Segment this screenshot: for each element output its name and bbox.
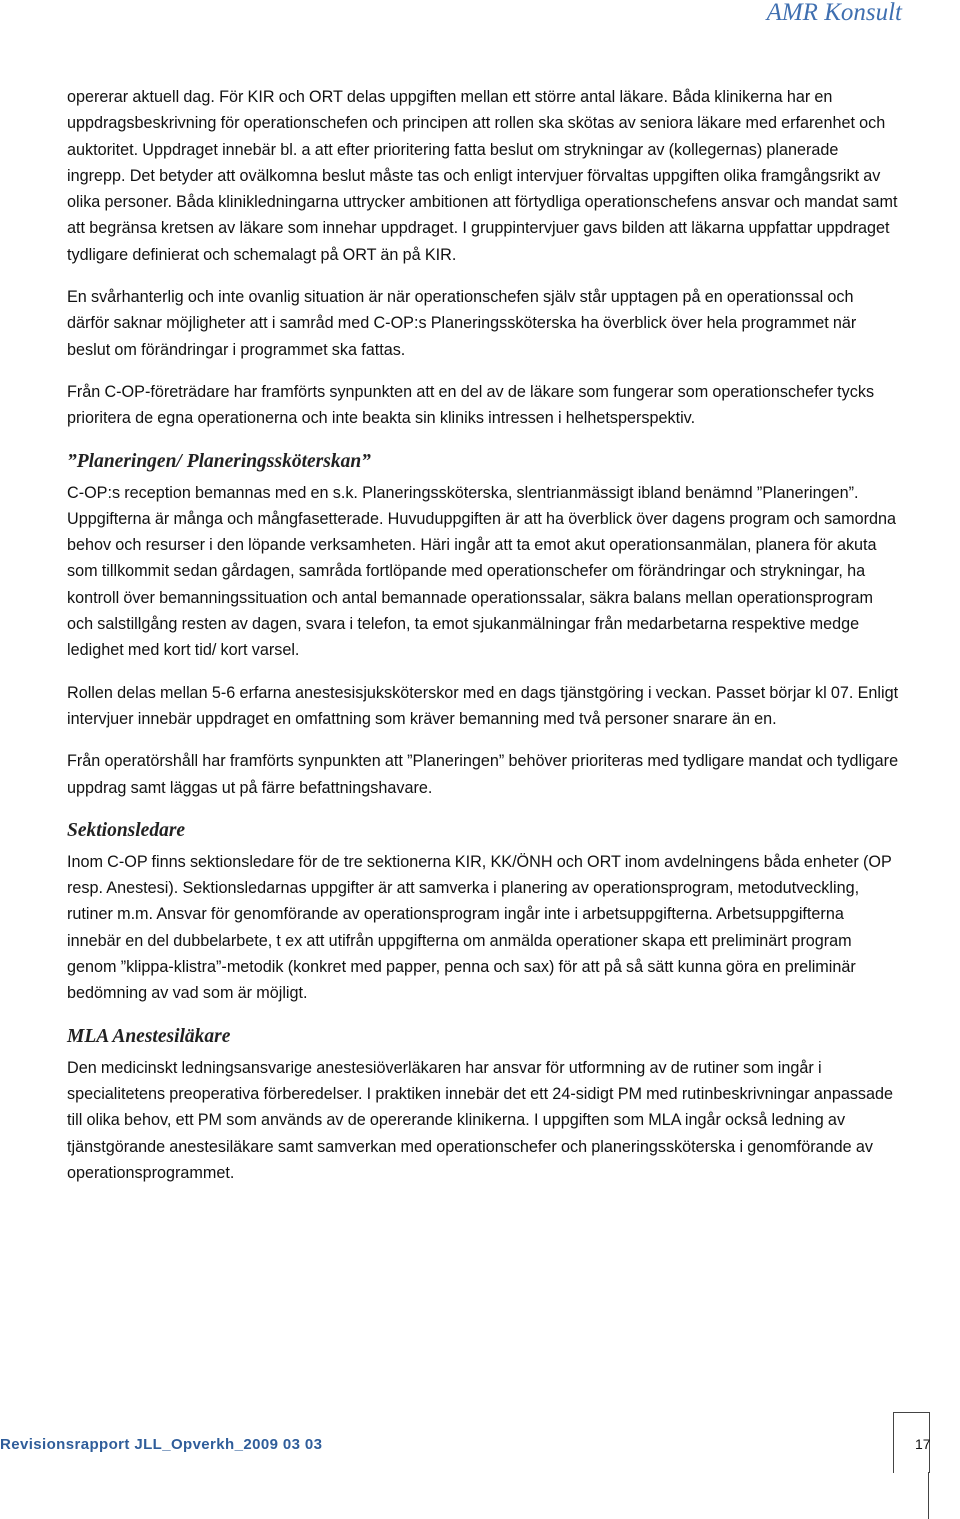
footer-report-title: Revisionsrapport JLL_Opverkh_2009 03 03	[0, 1436, 323, 1453]
paragraph-planeringsskoterska: C-OP:s reception bemannas med en s.k. Planeringssköterska, slentrianmässigt ibland benämnd ”Planeringen”. Uppgifterna är många och mångfasetterade. Huvuduppgiften är att ha överblick över dagens program och samordna behov och resurser i den löpande verksamheten. Häri ingår att ta emot akut operationsanmälan, planera för akuta som tillkommit sedan gårdagen, samråda fortlöpande med operationschefer om förändringar och strykningar, ha kontroll över bemanningssituation och antal bemannade operationssalar, säkra balans mellan operationsprogram och salstillgång resten av dagen, svara i telefon, ta emot sjukanmälningar från medarbetarna respektive medge ledighet med kort tid/ kort varsel.	[67, 483, 897, 660]
footer-rule	[928, 1472, 929, 1519]
paragraph-mla: Den medicinskt ledningsansvarige anestesiöverläkaren har ansvar för utformning av de rutiner som ingår i specialitetens preoperativa förberedelser. I praktiken innebär det ett 24-sidigt PM med rutinbeskrivningar anpassade till olika behov, ett PM som används av de opererande klinikerna. I uppgiften som MLA ingår också ledning av tjänstgörande anestesiläkare samt samverkan med operationschefer och planeringssköterska i genomförande av operationsprogrammet.	[67, 1058, 894, 1182]
page-number: 17	[915, 1436, 931, 1452]
paragraph-svarhanterlig: En svårhanterlig och inte ovanlig situation är när operationschefen själv står upptagen på en operationssal och därför saknar möjligheter att i samråd med C-OP:s Planeringssköterska ha överblick över hela programmet när beslut om förändringar i programmet ska fattas.	[67, 288, 857, 359]
paragraph-rollen: Rollen delas mellan 5-6 erfarna anestesisjuksköterskor med en dags tjänstgöring i veckan. Passet börjar kl 07. Enligt intervjuer innebär uppdraget en omfattning som kräver bemanning med två personer snarare än en.	[67, 683, 899, 728]
brand-header: AMR Konsult	[766, 0, 902, 26]
paragraph-cop-foretradare: Från C-OP-företrädare har framförts synpunkten att en del av de läkare som fungerar som operationschefer tycks prioritera de egna operationerna och inte beakta sin kliniks intressen i helhetsperspektiv.	[67, 382, 875, 428]
heading-planeringen: ”Planeringen/ Planeringssköterskan”	[67, 450, 371, 472]
heading-sektionsledare: Sektionsledare	[67, 819, 186, 841]
document-body	[67, 84, 899, 1202]
paragraph-operationschef: opererar aktuell dag. För KIR och ORT delas uppgiften mellan ett större antal läkare. Båda klinikerna har en uppdragsbeskrivning för operationschefen och principen att rollen ska skötas av seniora läkare med erfarenhet och auktoritet. Uppdraget innebär bl. a att efter prioritering fatta beslut om strykningar av (kollegernas) planerade ingrepp. Det betyder att ovälkomna beslut måste tas och enligt intervjuer förvaltas uppgiften olika framgångsrikt av olika personer. Båda klinikledningarna uttrycker ambitionen att förtydliga operationschefens ansvar och mandat samt att begränsa kretsen av läkare som innehar uppdraget. I gruppintervjuer gavs bilden att läkarna uppfattar uppdraget tydligare definierat och schemalagt på ORT än på KIR.	[67, 88, 898, 264]
paragraph-operatorshall: Från operatörshåll har framförts synpunkten att ”Planeringen” behöver prioriteras med tydligare mandat och tydligare uppdrag samt läggas ut på färre befattningshavare.	[67, 752, 899, 797]
paragraph-sektionsledare: Inom C-OP finns sektionsledare för de tre sektionerna KIR, KK/ÖNH och ORT inom avdelningens båda enheter (OP resp. Anestesi). Sektionsledarnas uppgifter är att samverka i planering av operationsprogram, metodutveckling, rutiner m.m. Ansvar för genomförande av operationsprogram ingår inte i arbetsuppgifterna. Arbetsuppgifterna innebär en del dubbelarbete, t ex att utifrån uppgifterna om anmälda operationer skapa ett preliminärt program genom ”klippa-klistra”-metodik (konkret med papper, penna och sax) för att på så sätt kunna göra en preliminär bedömning av vad som är möjligt.	[67, 852, 892, 1003]
heading-mla: MLA Anestesiläkare	[67, 1025, 231, 1047]
